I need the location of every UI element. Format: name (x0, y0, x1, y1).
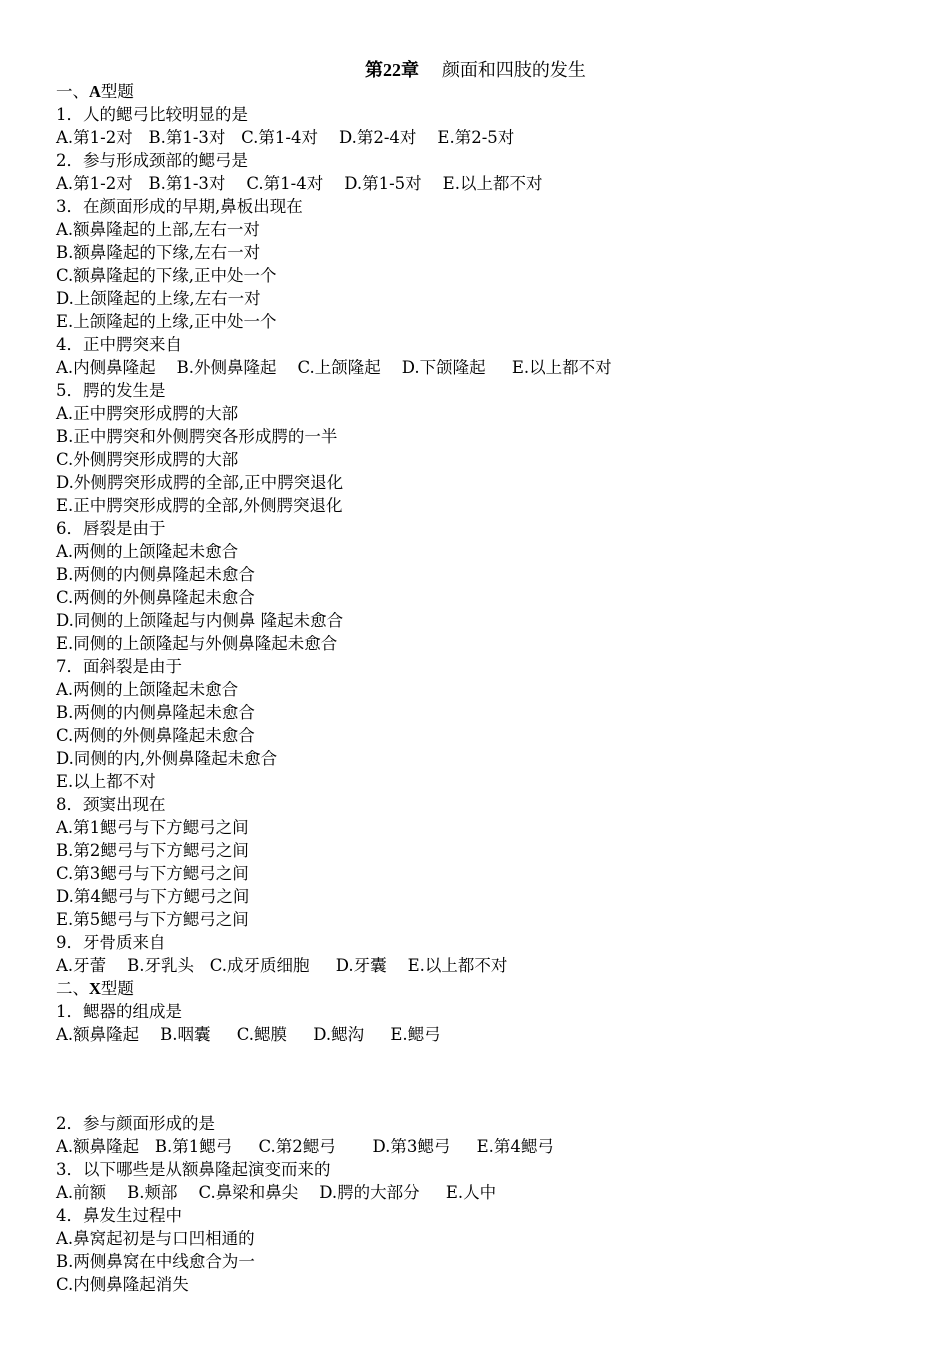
option-line: E.以上都不对 (56, 772, 156, 791)
option-line: C.内侧鼻隆起消失 (56, 1275, 189, 1294)
option-line: A.第1鳃弓与下方鳃弓之间 (56, 818, 249, 837)
question-line: 9．牙骨质来自 (56, 933, 166, 952)
option-line: A.前额 B.颊部 C.鼻梁和鼻尖 D.腭的大部分 E.人中 (56, 1183, 497, 1202)
option-line: A.牙蕾 B.牙乳头 C.成牙质细胞 D.牙囊 E.以上都不对 (56, 956, 508, 975)
question-line: 2．参与形成颈部的鳃弓是 (56, 151, 248, 170)
option-line: A.额鼻隆起的上部,左右一对 (56, 220, 260, 239)
question-line: 5．腭的发生是 (56, 381, 166, 400)
question-line: 4．鼻发生过程中 (56, 1206, 182, 1225)
option-line: A.正中腭突形成腭的大部 (56, 404, 239, 423)
question-line: 4．正中腭突来自 (56, 335, 182, 354)
option-line: A.第1-2对 B.第1-3对 C.第1-4对 D.第2-4对 E.第2-5对 (56, 128, 515, 147)
option-line: B.两侧的内侧鼻隆起未愈合 (56, 565, 255, 584)
question-line: 3．在颜面形成的早期,鼻板出现在 (56, 197, 303, 216)
option-line: D.上颌隆起的上缘,左右一对 (56, 289, 261, 308)
question-line: 8．颈窦出现在 (56, 795, 166, 814)
chapter-number: 第22章 (365, 60, 420, 80)
option-line: C.两侧的外侧鼻隆起未愈合 (56, 726, 255, 745)
question-line: 7．面斜裂是由于 (56, 657, 182, 676)
option-line: A.鼻窝起初是与口凹相通的 (56, 1229, 255, 1248)
question-line: 2．参与颜面形成的是 (56, 1114, 215, 1133)
option-line: B.额鼻隆起的下缘,左右一对 (56, 243, 261, 262)
option-line: C.两侧的外侧鼻隆起未愈合 (56, 588, 255, 607)
option-line: D.同侧的内,外侧鼻隆起未愈合 (56, 749, 278, 768)
option-line: A.两侧的上颌隆起未愈合 (56, 542, 239, 561)
option-line: E.同侧的上颌隆起与外侧鼻隆起未愈合 (56, 634, 338, 653)
option-line: D.第4鳃弓与下方鳃弓之间 (56, 887, 250, 906)
section-heading-a: 一、A型题 (56, 82, 134, 101)
option-line: D.外侧腭突形成腭的全部,正中腭突退化 (56, 473, 344, 492)
question-line: 6．唇裂是由于 (56, 519, 166, 538)
option-line: A.两侧的上颌隆起未愈合 (56, 680, 239, 699)
option-line: E.第5鳃弓与下方鳃弓之间 (56, 910, 249, 929)
option-line: E.正中腭突形成腭的全部,外侧腭突退化 (56, 496, 343, 515)
option-line: B.正中腭突和外侧腭突各形成腭的一半 (56, 427, 338, 446)
option-line: A.额鼻隆起 B.咽囊 C.鳃膜 D.鳃沟 E.鳃弓 (56, 1025, 441, 1044)
page-title (0, 58, 951, 83)
question-line: 1．人的鳃弓比较明显的是 (56, 105, 248, 124)
option-line: C.第3鳃弓与下方鳃弓之间 (56, 864, 249, 883)
option-line: B.两侧鼻窝在中线愈合为一 (56, 1252, 255, 1271)
question-line: 1．鳃器的组成是 (56, 1002, 182, 1021)
chapter-name: 颜面和四肢的发生 (441, 60, 586, 81)
option-line: E.上颌隆起的上缘,正中处一个 (56, 312, 277, 331)
option-line: C.外侧腭突形成腭的大部 (56, 450, 239, 469)
option-line: D.同侧的上颌隆起与内侧鼻 隆起未愈合 (56, 611, 344, 630)
section-heading-x: 二、X型题 (56, 979, 134, 998)
option-line: A.第1-2对 B.第1-3对 C.第1-4对 D.第1-5对 E.以上都不对 (56, 174, 543, 193)
option-line: B.第2鳃弓与下方鳃弓之间 (56, 841, 249, 860)
option-line: A.额鼻隆起 B.第1鳃弓 C.第2鳃弓 D.第3鳃弓 E.第4鳃弓 (56, 1137, 554, 1156)
option-line: A.内侧鼻隆起 B.外侧鼻隆起 C.上颌隆起 D.下颌隆起 E.以上都不对 (56, 358, 612, 377)
question-line: 3．以下哪些是从额鼻隆起演变而来的 (56, 1160, 331, 1179)
option-line: C.额鼻隆起的下缘,正中处一个 (56, 266, 277, 285)
option-line: B.两侧的内侧鼻隆起未愈合 (56, 703, 255, 722)
